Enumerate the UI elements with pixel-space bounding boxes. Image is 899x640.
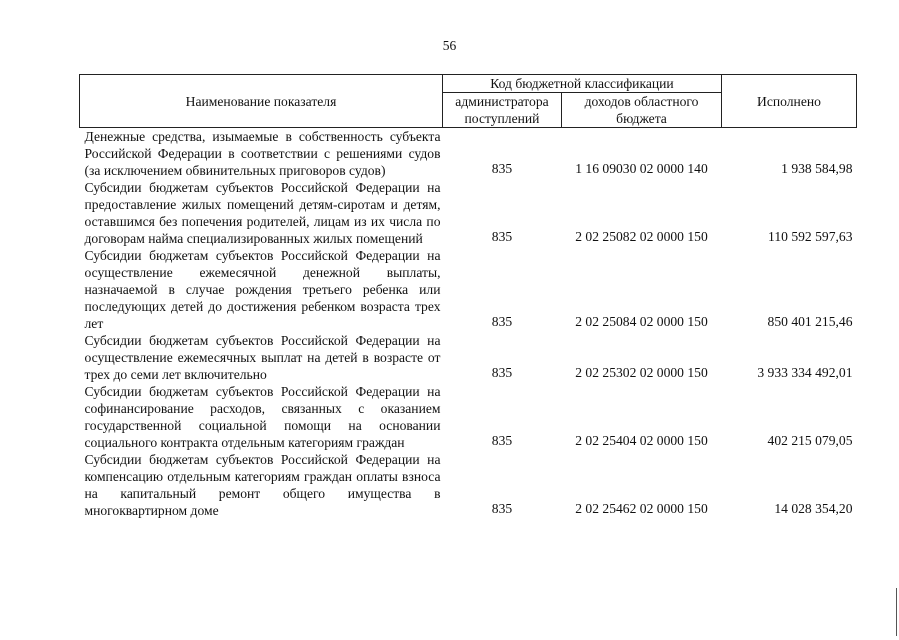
row-administrator-code: 835 xyxy=(491,433,513,448)
row-executed-amount: 14 028 354,20 xyxy=(774,501,853,516)
row-indicator-name: Субсидии бюджетам субъектов Российской Федерации на осуществление ежемесячной денежной выплаты, назначаемой в случае рождения третьего ребенка или последующих детей до достижения ребенком возраста трех лет xyxy=(84,248,441,331)
row-executed-amount: 402 215 079,05 xyxy=(767,433,853,448)
row-executed-amount: 110 592 597,63 xyxy=(768,229,853,244)
row-income-code: 2 02 25082 02 0000 150 xyxy=(575,229,708,244)
row-administrator-code: 835 xyxy=(491,365,513,380)
row-administrator-code: 835 xyxy=(491,161,513,176)
row-income-code: 2 02 25404 02 0000 150 xyxy=(575,433,708,448)
budget-report-table xyxy=(79,74,857,519)
table-row xyxy=(80,247,857,332)
row-income-code: 2 02 25302 02 0000 150 xyxy=(575,365,708,380)
table-header xyxy=(80,75,857,128)
row-indicator-name: Субсидии бюджетам субъектов Российской Федерации на предоставление жилых помещений детям-сиротам и детям, оставшимся без попечения родителей, лицам из их числа по договорам найма специализированных жилых помещений xyxy=(84,180,441,246)
row-administrator-code: 835 xyxy=(491,314,513,329)
table-row xyxy=(80,332,857,383)
header-regional-income: доходов областного бюджета xyxy=(562,93,722,128)
row-income-code: 2 02 25084 02 0000 150 xyxy=(575,314,708,329)
table-body xyxy=(80,128,857,520)
row-executed-amount: 3 933 334 492,01 xyxy=(757,365,853,380)
header-indicator-name: Наименование показателя xyxy=(80,75,443,128)
table-row xyxy=(80,128,857,180)
header-administrator: администратора поступлений xyxy=(443,93,562,128)
header-executed: Исполнено xyxy=(722,75,857,128)
row-indicator-name: Субсидии бюджетам субъектов Российской Федерации на осуществление ежемесячных выплат на детей в возрасте от трех до семи лет включительно xyxy=(84,333,441,382)
row-executed-amount: 850 401 215,46 xyxy=(767,314,853,329)
header-budget-classification-code: Код бюджетной классификации xyxy=(443,75,722,93)
row-indicator-name: Субсидии бюджетам субъектов Российской Федерации на софинансирование расходов, связанных с оказанием государственной социальной помощи на основании социального контракта отдельным категориям граждан xyxy=(84,384,441,450)
row-indicator-name: Субсидии бюджетам субъектов Российской Федерации на компенсацию отдельным категориям граждан оплаты взноса на капитальный ремонт общего имущества в многоквартирном доме xyxy=(84,452,441,518)
row-income-code: 2 02 25462 02 0000 150 xyxy=(575,501,708,516)
table-row xyxy=(80,451,857,519)
table-row xyxy=(80,179,857,247)
row-administrator-code: 835 xyxy=(491,501,513,516)
row-administrator-code: 835 xyxy=(491,229,513,244)
page-number: 56 xyxy=(442,38,457,53)
row-income-code: 1 16 09030 02 0000 140 xyxy=(575,161,708,176)
row-executed-amount: 1 938 584,98 xyxy=(781,161,853,176)
scan-edge-line xyxy=(896,588,897,636)
table-row xyxy=(80,383,857,451)
row-indicator-name: Денежные средства, изымаемые в собственность субъекта Российской Федерации в соответствии с решениями судов (за исключением обвинительных приговоров судов) xyxy=(84,129,441,178)
